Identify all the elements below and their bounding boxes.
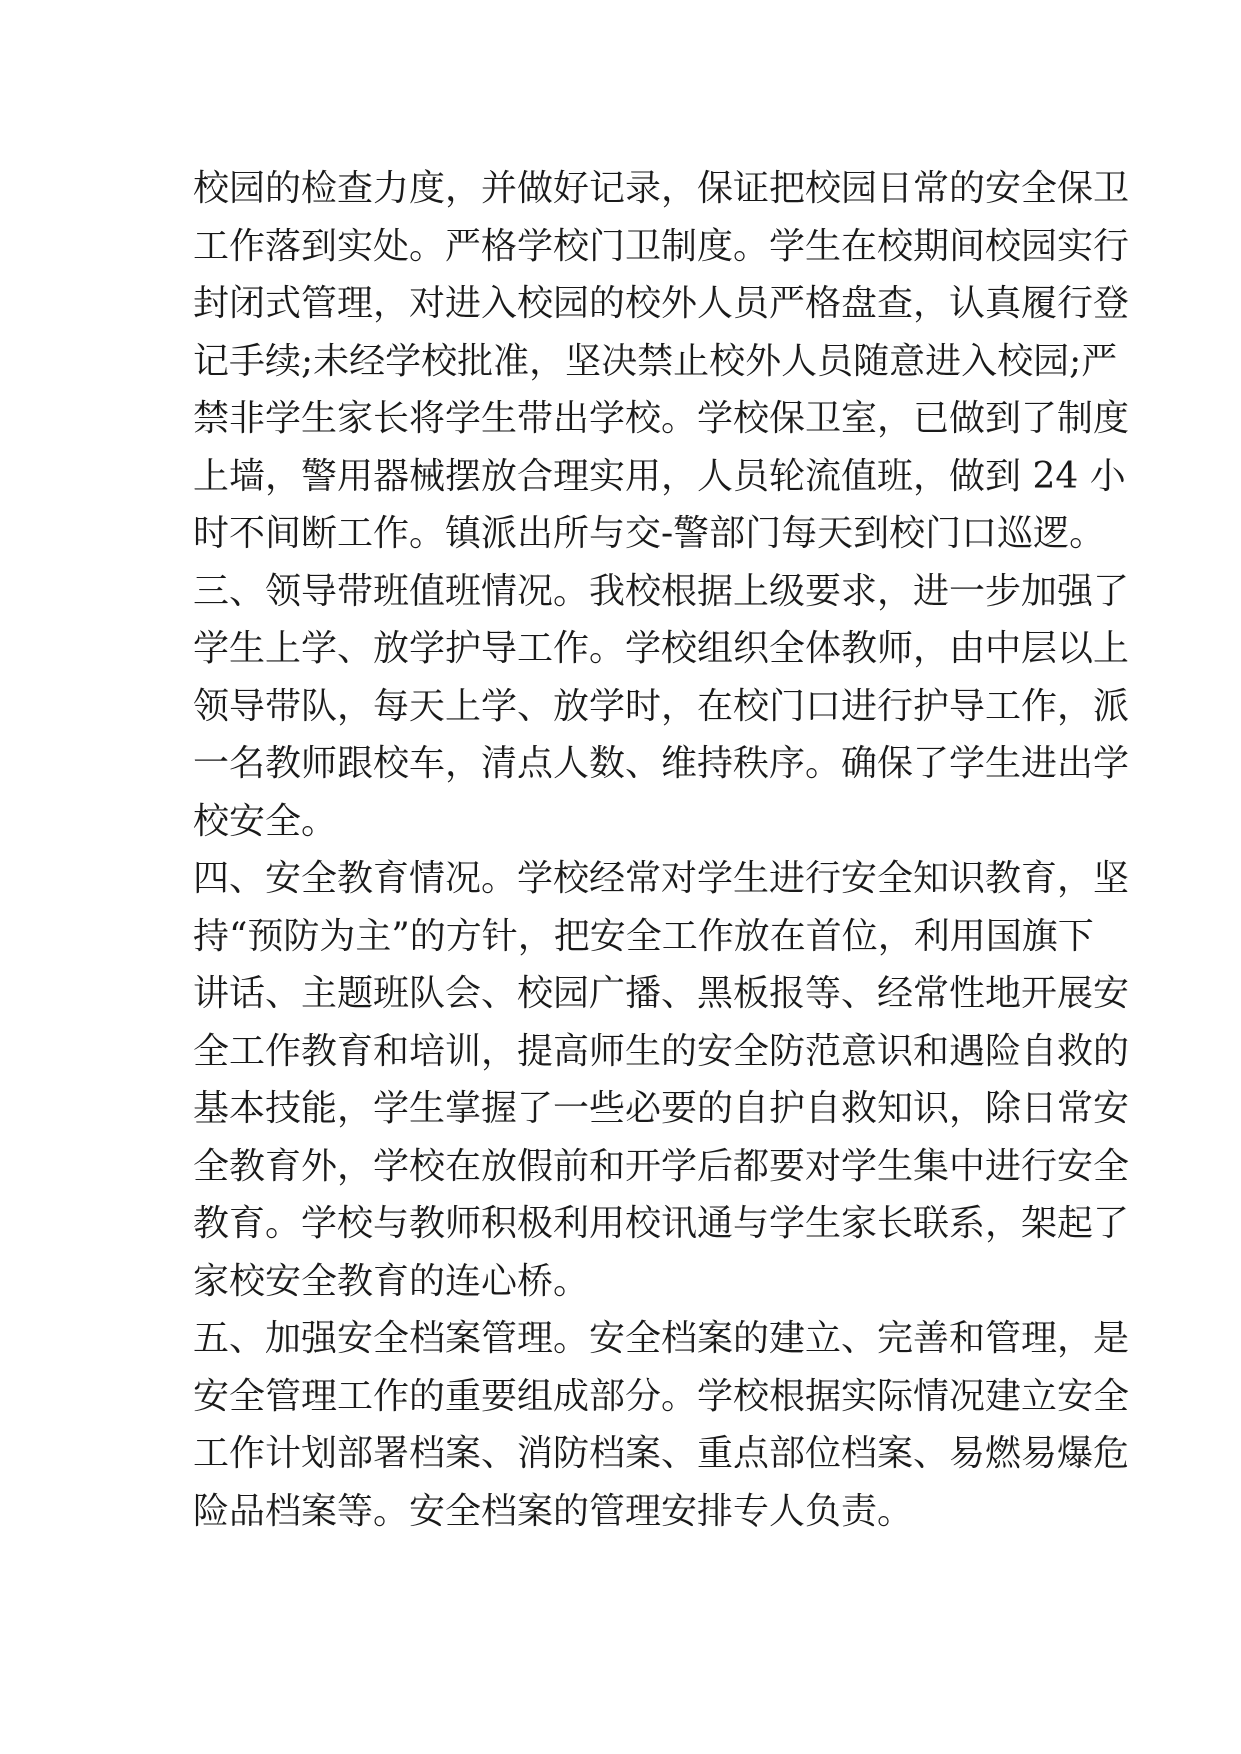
text-line: 上墙，警用器械摆放合理实用，人员轮流值班，做到 24 小 xyxy=(193,455,1126,497)
text-line: 全教育外，学校在放假前和开学后都要对学生集中进行安全 xyxy=(193,1145,1130,1187)
text-line: 教育。学校与教师积极利用校讯通与学生家长联系，架起了 xyxy=(193,1203,1130,1244)
text-line: 禁非学生家长将学生带出学校。学校保卫室，已做到了制度 xyxy=(193,398,1130,439)
text-line: 领导带队，每天上学、放学时，在校门口进行护导工作，派 xyxy=(193,685,1130,727)
text-line: 四、安全教育情况。学校经常对学生进行安全知识教育，坚 xyxy=(193,858,1130,899)
text-line: 学生上学、放学护导工作。学校组织全体教师，由中层以上 xyxy=(193,628,1130,669)
text-line: 三、领导带班值班情况。我校根据上级要求，进一步加强了 xyxy=(193,570,1130,612)
document-body xyxy=(193,160,1130,1540)
text-line: 时不间断工作。镇派出所与交-警部门每天到校门口巡逻。 xyxy=(193,513,1106,554)
text-line: 全工作教育和培训，提高师生的安全防范意识和遇险自救的 xyxy=(193,1030,1130,1072)
text-line: 一名教师跟校车，清点人数、维持秩序。确保了学生进出学 xyxy=(193,743,1130,784)
text-line: 校安全。 xyxy=(193,800,338,842)
text-line: 工作落到实处。严格学校门卫制度。学生在校期间校园实行 xyxy=(193,225,1130,267)
text-line: 校园的检查力度，并做好记录，保证把校园日常的安全保卫 xyxy=(193,168,1130,209)
text-line: 封闭式管理，对进入校园的校外人员严格盘查，认真履行登 xyxy=(193,283,1130,324)
text-line: 险品档案等。安全档案的管理安排专人负责。 xyxy=(193,1490,914,1532)
text-line: 安全管理工作的重要组成部分。学校根据实际情况建立安全 xyxy=(193,1375,1130,1417)
text-line: 持“预防为主”的方针，把安全工作放在首位，利用国旗下 xyxy=(193,915,1094,957)
text-line: 家校安全教育的连心桥。 xyxy=(193,1260,590,1302)
text-line: 基本技能，学生掌握了一些必要的自护自救知识，除日常安 xyxy=(193,1088,1130,1129)
text-line: 五、加强安全档案管理。安全档案的建立、完善和管理，是 xyxy=(193,1318,1130,1359)
text-line: 记手续;未经学校批准，坚决禁止校外人员随意进入校园;严 xyxy=(193,340,1118,382)
text-line: 讲话、主题班队会、校园广播、黑板报等、经常性地开展安 xyxy=(193,973,1130,1014)
text-line: 工作计划部署档案、消防档案、重点部位档案、易燃易爆危 xyxy=(193,1433,1130,1474)
